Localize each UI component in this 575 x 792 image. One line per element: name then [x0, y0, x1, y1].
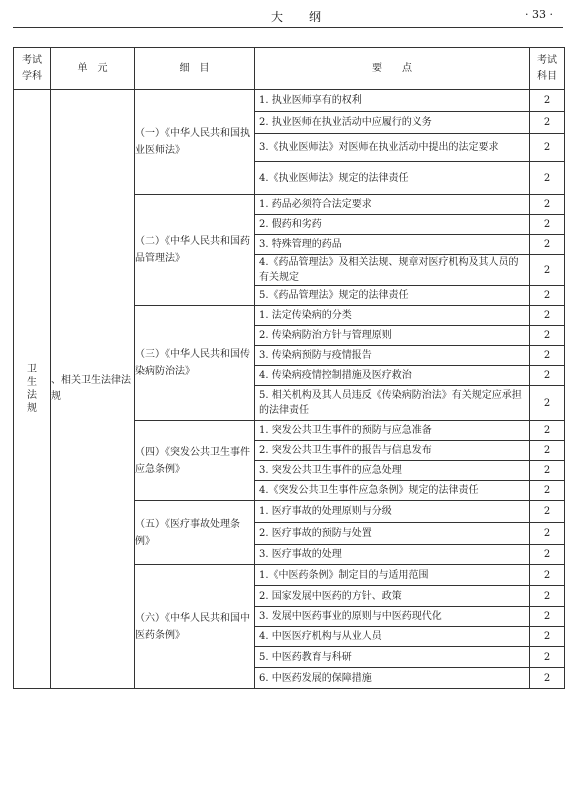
section-title: （五）《医疗事故处理条例》 — [135, 501, 255, 565]
point-text: 3. 发展中医药事业的原则与中医药现代化 — [255, 607, 530, 627]
point-text: 1.《中医药条例》制定目的与适用范围 — [255, 565, 530, 586]
point-text: 2. 传染病防治方针与管理原则 — [255, 326, 530, 346]
section-title: （六）《中华人民共和国中医药条例》 — [135, 565, 255, 689]
exam-level: 2 — [530, 668, 565, 689]
point-text: 1. 突发公共卫生事件的预防与应急准备 — [255, 421, 530, 441]
point-text: 2. 突发公共卫生事件的报告与信息发布 — [255, 441, 530, 461]
subject-cell — [14, 90, 51, 689]
exam-level: 2 — [530, 545, 565, 565]
point-text: 2. 执业医师在执业活动中应履行的义务 — [255, 112, 530, 134]
exam-level: 2 — [530, 523, 565, 545]
exam-level: 2 — [530, 481, 565, 501]
point-text: 3.《执业医师法》对医师在执业活动中提出的法定要求 — [255, 134, 530, 162]
point-text: 4.《药品管理法》及相关法规、规章对医疗机构及其人员的有关规定 — [255, 255, 530, 286]
page-number: · 33 · — [525, 8, 553, 21]
point-text: 3. 特殊管理的药品 — [255, 235, 530, 255]
running-title: 大纲 — [271, 10, 348, 24]
header-section: 细 目 — [135, 48, 255, 90]
point-text: 1. 法定传染病的分类 — [255, 306, 530, 326]
point-text: 6. 中医药发展的保障措施 — [255, 668, 530, 689]
header-level: 考试科目 — [530, 48, 565, 90]
exam-level: 2 — [530, 647, 565, 668]
exam-level: 2 — [530, 461, 565, 481]
exam-level: 2 — [530, 627, 565, 647]
table-row — [14, 90, 565, 112]
exam-level: 2 — [530, 215, 565, 235]
point-text: 1. 医疗事故的处理原则与分级 — [255, 501, 530, 523]
exam-level: 2 — [530, 586, 565, 607]
exam-level: 2 — [530, 195, 565, 215]
section-title: （三）《中华人民共和国传染病防治法》 — [135, 306, 255, 421]
point-text: 5. 中医药教育与科研 — [255, 647, 530, 668]
exam-level: 2 — [530, 366, 565, 386]
exam-level: 2 — [530, 134, 565, 162]
point-text: 5. 相关机构及其人员违反《传染病防治法》有关规定应承担的法律责任 — [255, 386, 530, 421]
unit-cell: 、相关卫生法律法规 — [51, 90, 135, 689]
point-text: 3. 突发公共卫生事件的应急处理 — [255, 461, 530, 481]
exam-level: 2 — [530, 286, 565, 306]
exam-level: 2 — [530, 306, 565, 326]
point-text: 4. 传染病疫情控制措施及医疗救治 — [255, 366, 530, 386]
section-title: （二）《中华人民共和国药品管理法》 — [135, 195, 255, 306]
syllabus-table — [13, 47, 565, 689]
page-header — [13, 0, 563, 28]
header-subject: 考试学科 — [14, 48, 51, 90]
point-text: 1. 药品必须符合法定要求 — [255, 195, 530, 215]
point-text: 2. 医疗事故的预防与处置 — [255, 523, 530, 545]
point-text: 2. 国家发展中医药的方针、政策 — [255, 586, 530, 607]
table-body — [14, 90, 565, 689]
point-text: 4. 中医医疗机构与从业人员 — [255, 627, 530, 647]
exam-level: 2 — [530, 90, 565, 112]
point-text: 5.《药品管理法》规定的法律责任 — [255, 286, 530, 306]
exam-level: 2 — [530, 386, 565, 421]
point-text: 4.《突发公共卫生事件应急条例》规定的法律责任 — [255, 481, 530, 501]
exam-level: 2 — [530, 326, 565, 346]
section-title: （一）《中华人民共和国执业医师法》 — [135, 90, 255, 195]
exam-level: 2 — [530, 112, 565, 134]
exam-level: 2 — [530, 346, 565, 366]
point-text: 1. 执业医师享有的权利 — [255, 90, 530, 112]
point-text: 3. 医疗事故的处理 — [255, 545, 530, 565]
exam-level: 2 — [530, 441, 565, 461]
section-title: （四）《突发公共卫生事件应急条例》 — [135, 421, 255, 501]
exam-level: 2 — [530, 162, 565, 195]
point-text: 2. 假药和劣药 — [255, 215, 530, 235]
exam-level: 2 — [530, 235, 565, 255]
header-unit: 单 元 — [51, 48, 135, 90]
subject-label: 卫生法规 — [27, 364, 37, 414]
header-points: 要 点 — [255, 48, 530, 90]
exam-level: 2 — [530, 255, 565, 286]
point-text: 3. 传染病预防与疫情报告 — [255, 346, 530, 366]
exam-level: 2 — [530, 607, 565, 627]
exam-level: 2 — [530, 421, 565, 441]
exam-level: 2 — [530, 501, 565, 523]
table-header-row — [14, 48, 565, 90]
point-text: 4.《执业医师法》规定的法律责任 — [255, 162, 530, 195]
exam-level: 2 — [530, 565, 565, 586]
